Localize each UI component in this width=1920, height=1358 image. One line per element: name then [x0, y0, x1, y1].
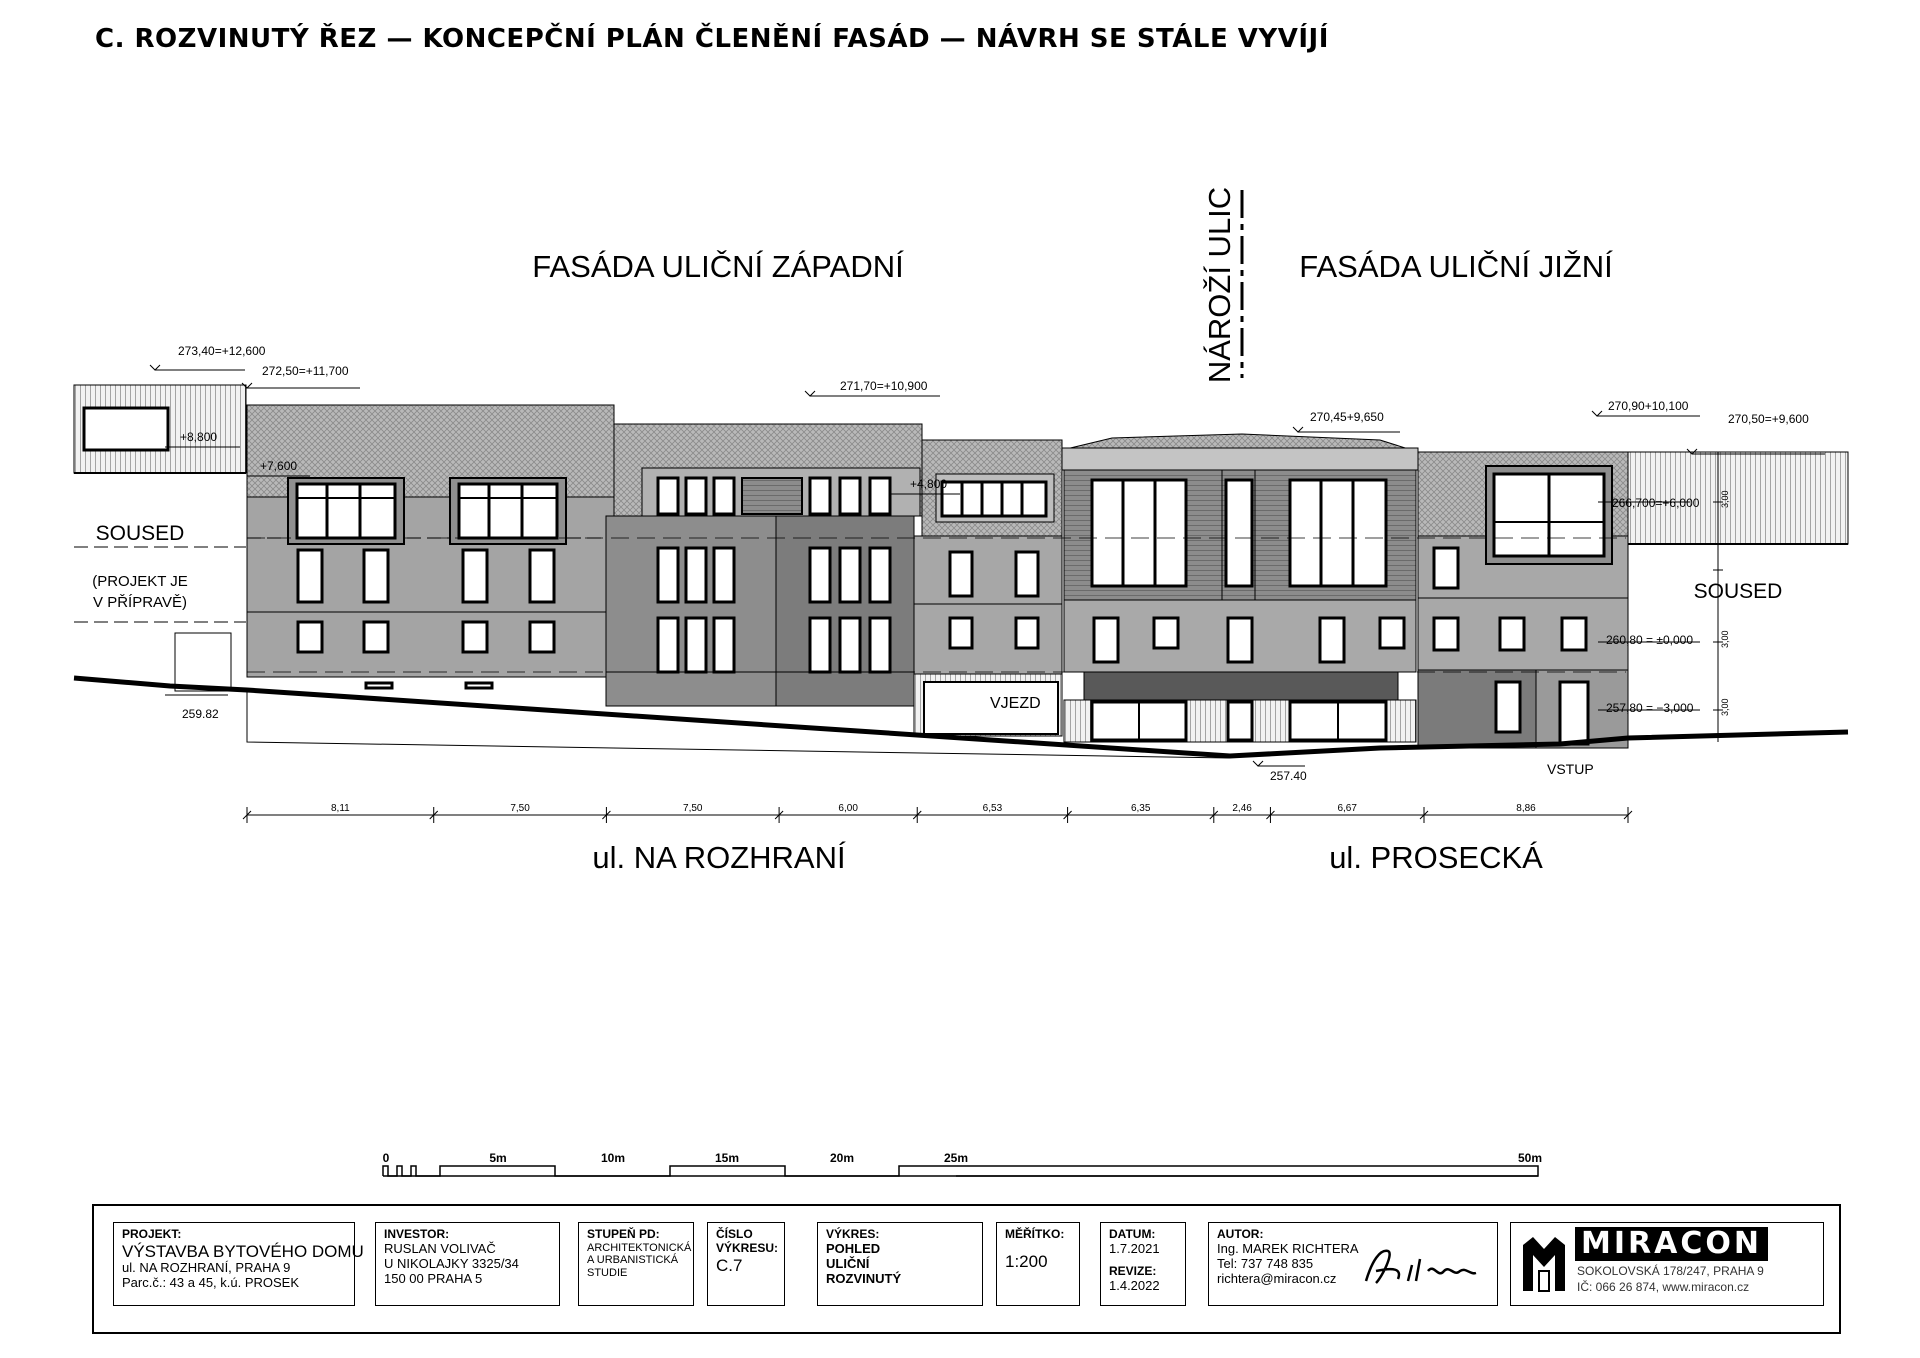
svg-text:3,00: 3,00 — [1720, 698, 1730, 716]
dimension-label: 7,50 — [510, 803, 530, 814]
project-address: ul. NA ROZHRANÍ, PRAHA 9 — [122, 1260, 291, 1276]
stage-line3: STUDIE — [587, 1267, 628, 1280]
level-label: 266,700=+6,000 — [1612, 496, 1700, 510]
company-name: MIRACON — [1575, 1227, 1768, 1261]
svg-text:3,00: 3,00 — [1720, 630, 1730, 648]
drawing-title-line3: ROZVINUTÝ — [826, 1270, 902, 1286]
scale-label: 25m — [943, 1151, 969, 1165]
page-title: C. ROZVINUTÝ ŘEZ — KONCEPČNÍ PLÁN ČLENĚNÍ FASÁD — NÁVRH SE STÁLE VYVÍJÍ — [95, 24, 1329, 54]
drawing-number-box — [707, 1222, 785, 1306]
dimension-label: 7,50 — [683, 803, 703, 814]
neighbour-left-note-line1: (PROJEKT JE — [92, 573, 188, 590]
drawing-title-box — [817, 1222, 983, 1306]
level-label: 257.40 — [1270, 769, 1307, 783]
level-label: 257,80 = −3,000 — [1606, 701, 1694, 715]
level-label: 260,80 = ±0,000 — [1606, 633, 1693, 647]
drawing-title-label: VÝKRES: — [826, 1227, 880, 1241]
scale-value: 1:200 — [1005, 1251, 1048, 1271]
drawing-title-line2: ULIČNÍ — [826, 1255, 870, 1271]
project-parcel: Parc.č.: 43 a 45, k.ú. PROSEK — [122, 1275, 300, 1291]
project-label: PROJEKT: — [122, 1227, 182, 1241]
dimension-label: 8,11 — [330, 803, 350, 814]
author-phone: Tel: 737 748 835 — [1217, 1255, 1314, 1271]
investor-street: U NIKOLAJKY 3325/34 — [384, 1255, 519, 1271]
author-email: richtera@miracon.cz — [1217, 1270, 1337, 1286]
street-left-label: ul. NA ROZHRANÍ — [592, 840, 846, 875]
company-box — [1510, 1222, 1824, 1306]
scale-label: 5m — [489, 1151, 507, 1165]
level-label: +8,800 — [180, 430, 218, 444]
revision-label: REVIZE: — [1109, 1263, 1157, 1278]
scale-bar — [383, 1151, 1542, 1176]
scale-label: 50m — [1517, 1151, 1543, 1165]
investor-label: INVESTOR: — [384, 1227, 450, 1241]
scale-label: MĚŘÍTKO: — [1005, 1227, 1065, 1241]
heading-corner: NÁROŽÍ ULIC — [1202, 186, 1237, 384]
company-ids: IČ: 066 26 874, www.miracon.cz — [1577, 1280, 1750, 1294]
building-section-d — [1062, 434, 1418, 742]
project-box — [113, 1222, 364, 1306]
date-box — [1100, 1222, 1186, 1306]
svg-text:3,00: 3,00 — [1720, 490, 1730, 508]
author-signature — [1354, 1241, 1484, 1291]
entrance-label: VSTUP — [1547, 761, 1594, 777]
scale-label: 10m — [600, 1151, 626, 1165]
drawing-number-value: C.7 — [716, 1255, 743, 1275]
stage-line1: ARCHITEKTONICKÁ — [587, 1241, 692, 1254]
dimension-label: 6,67 — [1337, 803, 1357, 814]
miracon-logo-icon — [1521, 1235, 1567, 1293]
drawing-number-label2: VÝKRESU: — [716, 1240, 779, 1255]
project-name: VÝSTAVBA BYTOVÉHO DOMU — [122, 1241, 364, 1261]
level-label: 270,45+9,650 — [1310, 410, 1384, 424]
author-name: Ing. MAREK RICHTERA — [1217, 1240, 1359, 1256]
dimension-chain — [243, 803, 1632, 823]
date-label: DATUM: — [1109, 1227, 1156, 1241]
neighbour-right-label: SOUSED — [1693, 580, 1783, 603]
author-label: AUTOR: — [1217, 1227, 1264, 1241]
drawing-number-label1: ČÍSLO — [716, 1227, 753, 1241]
heading-west-facade: FASÁDA ULIČNÍ ZÁPADNÍ — [532, 249, 904, 284]
scale-label: 15m — [714, 1151, 740, 1165]
scale-box — [996, 1222, 1080, 1306]
revision-value: 1.4.2022 — [1109, 1277, 1160, 1293]
neighbour-left-label: SOUSED — [95, 522, 185, 545]
building-section-e — [1418, 452, 1628, 748]
dimension-label: 8,86 — [1516, 803, 1536, 814]
level-label: +7,600 — [260, 459, 298, 473]
company-address: SOKOLOVSKÁ 178/247, PRAHA 9 — [1577, 1264, 1764, 1278]
level-label: +4,800 — [910, 477, 948, 491]
dimension-label: 6,53 — [982, 803, 1003, 814]
level-label: 270,90+10,100 — [1608, 399, 1689, 413]
level-label: 270,50=+9,600 — [1728, 412, 1809, 426]
level-label: 272,50=+11,700 — [262, 364, 349, 378]
date-value: 1.7.2021 — [1109, 1240, 1160, 1256]
street-right-label: ul. PROSECKÁ — [1329, 840, 1543, 875]
stage-line2: A URBANISTICKÁ — [587, 1254, 679, 1267]
dimension-label: 6,35 — [1130, 803, 1151, 814]
stage-box — [578, 1222, 694, 1306]
level-label: 259.82 — [182, 707, 219, 721]
dimension-label: 2,46 — [1232, 803, 1252, 814]
level-label: 271,70=+10,900 — [840, 379, 928, 393]
heading-south-facade: FASÁDA ULIČNÍ JIŽNÍ — [1299, 249, 1613, 284]
scale-label: 20m — [829, 1151, 855, 1165]
dimension-label: 6,00 — [838, 803, 858, 814]
drawing-title-line1: POHLED — [826, 1240, 881, 1256]
building-section-b — [606, 424, 922, 706]
stage-label: STUPEŇ PD: — [587, 1227, 660, 1241]
level-label: 273,40=+12,600 — [178, 344, 266, 358]
investor-box — [375, 1222, 560, 1306]
author-box — [1208, 1222, 1498, 1306]
building-section-a — [247, 405, 614, 688]
scale-label: 0 — [382, 1151, 390, 1165]
neighbour-left-note-line2: V PŘÍPRAVĚ) — [93, 594, 187, 611]
driveway-label: VJEZD — [990, 695, 1041, 712]
investor-city: 150 00 PRAHA 5 — [384, 1270, 483, 1286]
investor-name: RUSLAN VOLIVAČ — [384, 1240, 496, 1256]
